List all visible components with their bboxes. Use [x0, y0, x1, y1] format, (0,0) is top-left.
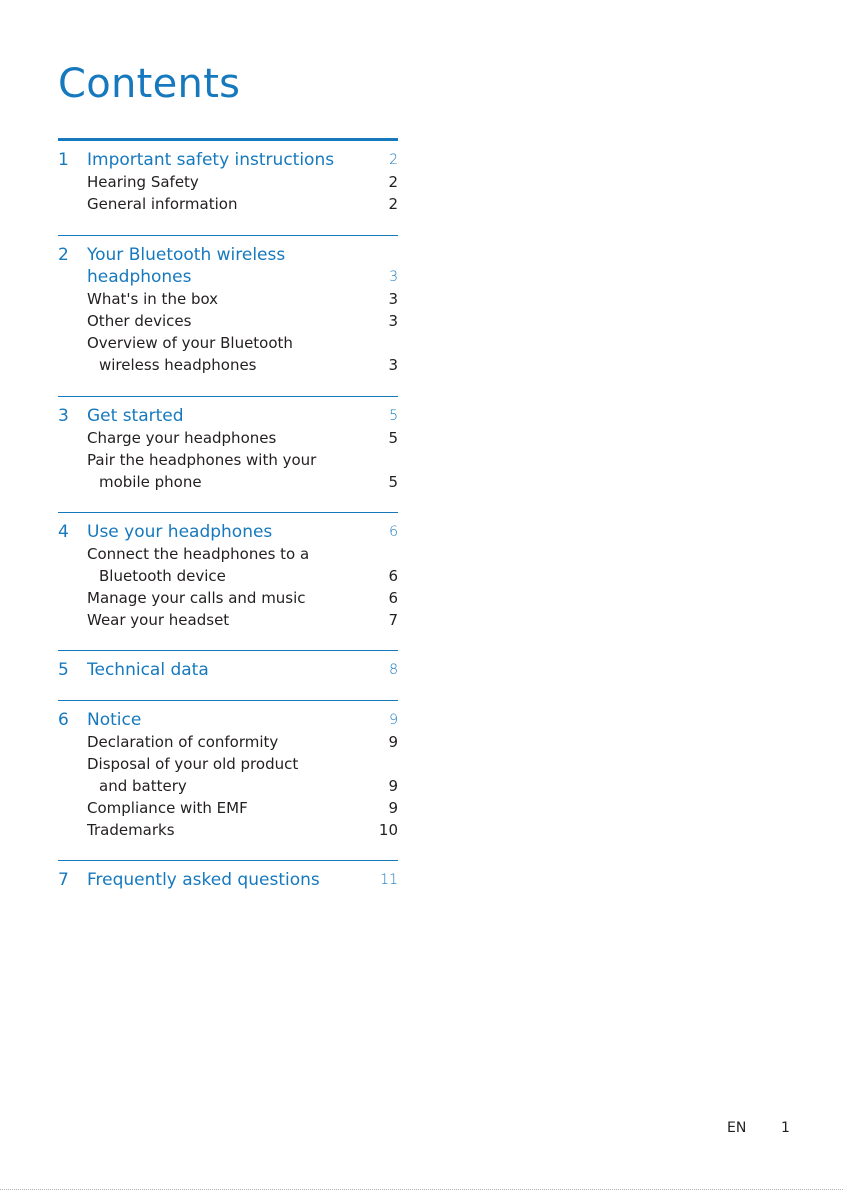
chapter-number: 7 — [58, 870, 69, 890]
toc-entry-row[interactable] — [58, 819, 398, 841]
language-code: EN — [727, 1120, 747, 1136]
entry-title: Connect the headphones to a — [87, 545, 310, 563]
entry-page-number: 5 — [388, 429, 398, 447]
toc-section — [58, 700, 398, 841]
chapter-number: 1 — [58, 150, 69, 170]
chapter-title: Use your headphones — [87, 522, 273, 542]
chapter-page-number: 9 — [389, 712, 398, 728]
toc-entry-row[interactable] — [58, 775, 398, 797]
chapter-number: 5 — [58, 660, 69, 680]
entry-title: Trademarks — [87, 821, 175, 839]
toc-entry-row[interactable] — [58, 543, 398, 565]
chapter-page-number: 3 — [389, 269, 398, 285]
entry-page-number: 9 — [388, 777, 398, 795]
entry-title: and battery — [99, 777, 187, 795]
toc-entry-row[interactable] — [58, 354, 398, 376]
toc-entry-row[interactable] — [58, 609, 398, 631]
toc-chapter-row[interactable] — [58, 244, 398, 266]
entry-page-number: 10 — [378, 821, 398, 839]
section-divider — [58, 860, 398, 861]
chapter-page-number: 5 — [389, 408, 398, 424]
toc-entry-row[interactable] — [58, 193, 398, 215]
toc-section — [58, 860, 398, 891]
toc-entry-row[interactable] — [58, 471, 398, 493]
page-number: 1 — [781, 1120, 790, 1136]
section-divider — [58, 235, 398, 236]
toc-chapter-row[interactable] — [58, 405, 398, 427]
entry-title: Charge your headphones — [87, 429, 277, 447]
section-divider — [58, 396, 398, 397]
entry-title: Disposal of your old product — [87, 755, 299, 773]
chapter-number: 3 — [58, 406, 69, 426]
entry-title: Declaration of conformity — [87, 733, 279, 751]
toc-chapter-row[interactable] — [58, 266, 398, 288]
chapter-number: 4 — [58, 522, 69, 542]
entry-page-number: 6 — [388, 567, 398, 585]
toc-entry-row[interactable] — [58, 753, 398, 775]
chapter-title: Frequently asked questions — [87, 870, 320, 890]
page-title: Contents — [58, 61, 241, 107]
chapter-page-number: 6 — [389, 524, 398, 540]
section-divider — [58, 650, 398, 651]
toc-entry-row[interactable] — [58, 427, 398, 449]
entry-page-number: 3 — [388, 312, 398, 330]
entry-page-number: 2 — [388, 173, 398, 191]
section-divider — [58, 700, 398, 701]
entry-page-number: 2 — [388, 195, 398, 213]
chapter-title: Notice — [87, 710, 142, 730]
chapter-title: Technical data — [87, 660, 209, 680]
toc-section — [58, 650, 398, 681]
entry-title: General information — [87, 195, 238, 213]
entry-page-number: 3 — [388, 356, 398, 374]
toc-entry-row[interactable] — [58, 332, 398, 354]
toc-chapter-row[interactable] — [58, 149, 398, 171]
entry-title: Overview of your Bluetooth — [87, 334, 293, 352]
chapter-number: 2 — [58, 245, 69, 265]
entry-title: wireless headphones — [99, 356, 257, 374]
entry-title: Bluetooth device — [99, 567, 226, 585]
toc-chapter-row[interactable] — [58, 521, 398, 543]
chapter-page-number: 11 — [380, 872, 398, 888]
entry-title: Compliance with EMF — [87, 799, 248, 817]
entry-title: Pair the headphones with your — [87, 451, 317, 469]
toc-entry-row[interactable] — [58, 797, 398, 819]
entry-title: Wear your headset — [87, 611, 230, 629]
chapter-title: Important safety instructions — [87, 150, 335, 170]
toc-entry-row[interactable] — [58, 449, 398, 471]
chapter-title: Get started — [87, 406, 184, 426]
toc-section — [58, 138, 398, 215]
chapter-page-number: 2 — [389, 152, 398, 168]
entry-title: mobile phone — [99, 473, 202, 491]
toc-entry-row[interactable] — [58, 171, 398, 193]
entry-page-number: 5 — [388, 473, 398, 491]
chapter-title: Your Bluetooth wireless — [87, 245, 286, 265]
toc-section — [58, 396, 398, 493]
toc-entry-row[interactable] — [58, 587, 398, 609]
entry-title: Manage your calls and music — [87, 589, 306, 607]
entry-title: What's in the box — [87, 290, 219, 308]
toc-entry-row[interactable] — [58, 310, 398, 332]
entry-page-number: 3 — [388, 290, 398, 308]
section-divider — [58, 138, 398, 141]
toc-entry-row[interactable] — [58, 288, 398, 310]
chapter-page-number: 8 — [389, 662, 398, 678]
entry-title: Other devices — [87, 312, 192, 330]
entry-page-number: 7 — [388, 611, 398, 629]
page-bottom-edge — [0, 1189, 843, 1190]
toc-chapter-row[interactable] — [58, 869, 398, 891]
toc-entry-row[interactable] — [58, 565, 398, 587]
entry-page-number: 9 — [388, 733, 398, 751]
entry-page-number: 9 — [388, 799, 398, 817]
toc-entry-row[interactable] — [58, 731, 398, 753]
toc-section — [58, 512, 398, 631]
toc-chapter-row[interactable] — [58, 709, 398, 731]
section-divider — [58, 512, 398, 513]
entry-title: Hearing Safety — [87, 173, 199, 191]
chapter-number: 6 — [58, 710, 69, 730]
toc-chapter-row[interactable] — [58, 659, 398, 681]
chapter-title: headphones — [87, 267, 192, 287]
toc-section — [58, 235, 398, 376]
entry-page-number: 6 — [388, 589, 398, 607]
